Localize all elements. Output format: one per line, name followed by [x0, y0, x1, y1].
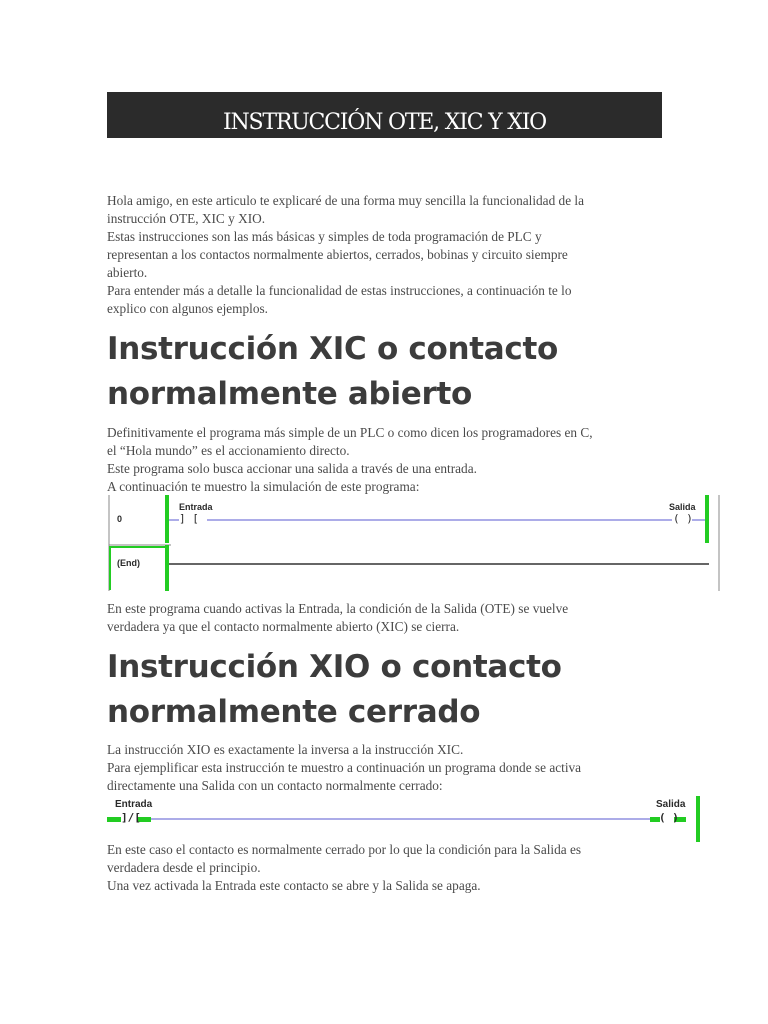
body-line: el “Hola mundo” es el accionamiento directo.	[107, 443, 350, 458]
body-line: En este programa cuando activas la Entrada, la condición de la Salida (OTE) se vuelve	[107, 601, 569, 616]
intro-line: representan a los contactos normalmente abiertos, cerrados, bobinas y circuito siempre	[107, 247, 568, 262]
intro-paragraph	[107, 192, 667, 318]
body-line: La instrucción XIO es exactamente la inversa a la instrucción XIC.	[107, 742, 464, 757]
intro-line: explico con algunos ejemplos.	[107, 301, 269, 316]
body-line: verdadera ya que el contacto normalmente abierto (XIC) se cierra.	[107, 619, 460, 634]
intro-line: Hola amigo, en este articulo te explicaré de una forma muy sencilla la funcionalidad de la	[107, 193, 585, 208]
body-line: Una vez activada la Entrada este contacto se abre y la Salida se apaga.	[107, 878, 481, 893]
section-heading-xio	[107, 645, 667, 735]
xio-contact-icon: ]/[	[121, 811, 141, 824]
energized-segment	[107, 817, 121, 822]
end-rung-highlight	[109, 546, 167, 548]
end-rung-highlight-left	[109, 546, 111, 590]
body-line: directamente una Salida con un contacto normalmente cerrado:	[107, 778, 443, 793]
end-label: (End)	[117, 558, 140, 568]
right-rail-energized	[696, 796, 700, 842]
heading-line: normalmente cerrado	[107, 694, 481, 730]
section1-body	[107, 424, 667, 496]
body-line: En este caso el contacto es normalmente cerrado por lo que la condición para la Salida es	[107, 842, 582, 857]
ladder-diagram-xio	[107, 796, 703, 842]
heading-line: Instrucción XIC o contacto	[107, 331, 559, 367]
body-line: Este programa solo busca accionar una salida a través de una entrada.	[107, 461, 477, 476]
intro-line: instrucción OTE, XIC y XIO.	[107, 211, 266, 226]
page-title-banner	[107, 92, 662, 138]
intro-line: Estas instrucciones son las más básicas y simples de toda programación de PLC y	[107, 229, 542, 244]
ote-coil-icon: ( )	[673, 512, 693, 525]
input-label: Entrada	[179, 502, 213, 512]
ladder-diagram-xic	[107, 493, 721, 593]
page-title: INSTRUCCIÓN OTE, XIC Y XIO	[222, 110, 547, 135]
output-label: Salida	[669, 502, 696, 512]
section1-after	[107, 600, 667, 636]
heading-line: normalmente abierto	[107, 376, 472, 412]
rung-number: 0	[117, 514, 123, 524]
section2-body	[107, 741, 667, 795]
left-rail-energized-end	[165, 545, 169, 591]
body-line: A continuación te muestro la simulación de este programa:	[107, 479, 420, 494]
body-line: verdadera desde el principio.	[107, 860, 261, 875]
input-label: Entrada	[115, 799, 153, 810]
intro-line: abierto.	[107, 265, 148, 280]
section-heading-xic	[107, 327, 667, 417]
left-rail-energized	[165, 495, 169, 543]
heading-line: Instrucción XIO o contacto	[107, 649, 562, 685]
xic-contact-icon: ] [	[179, 512, 199, 525]
body-line: Definitivamente el programa más simple de un PLC o como dicen los programadores en C,	[107, 425, 593, 440]
section2-after	[107, 841, 667, 895]
right-rail-energized	[705, 495, 709, 543]
output-label: Salida	[656, 799, 686, 810]
intro-line: Para entender más a detalle la funcionalidad de estas instrucciones, a continuación te lo	[107, 283, 572, 298]
ladder-svg	[107, 796, 703, 842]
ote-coil-icon: ( )	[659, 811, 679, 824]
body-line: Para ejemplificar esta instrucción te muestro a continuación un programa donde se activa	[107, 760, 582, 775]
